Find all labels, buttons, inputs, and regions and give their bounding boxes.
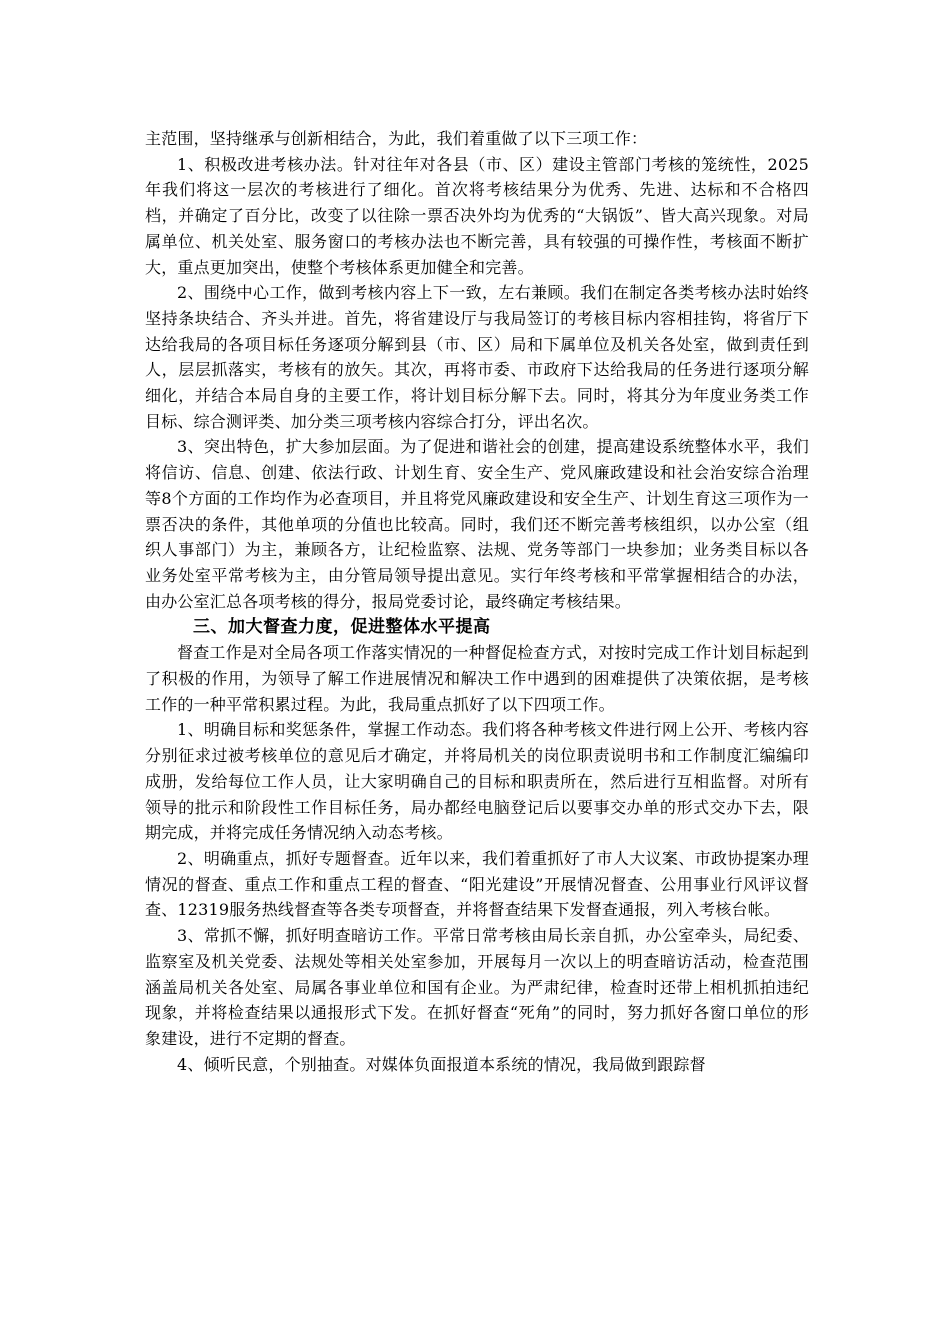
paragraph-item-2-central-work: 2、围绕中心工作，做到考核内容上下一致，左右兼顾。我们在制定各类考核办法时始终坚持条块结合、齐头并进。首先，将省建设厅与我局签订的考核目标内容相挂钩，将省厅下达给我局的各项目标任务逐项分解到县（市、区）局和下属单位及机关各处室，做到责任到人，层层抓落实，考核有的放矢。其次，再将市委、市政府下达给我局的任务进行逐项分解细化，并结合本局自身的主要工作，将计划目标分解下去。同时，将其分为年度业务类工作目标、综合测评类、加分类三项考核内容综合打分，评出名次。 [145, 283, 809, 431]
paragraph-supervision-item-3: 3、常抓不懈，抓好明查暗访工作。平常日常考核由局长亲自抓，办公室牵头，局纪委、监察室及机关党委、法规处等相关处室参加，开展每月一次以上的明查暗访活动，检查范围涵盖局机关各处室、局属各事业单位和国有企业。为严肃纪律，检查时还带上相机抓拍违纪现象，并将检查结果以通报形式下发。在抓好督查“死角”的同时，努力抓好各窗口单位的形象建设，进行不定期的督查。 [145, 926, 809, 1048]
paragraph-intro: 主范围，坚持继承与创新相结合，为此，我们着重做了以下三项工作： [145, 129, 648, 148]
paragraph-supervision-item-1: 1、明确目标和奖惩条件，掌握工作动态。我们将各种考核文件进行网上公开、考核内容分别征求过被考核单位的意见后才确定，并将局机关的岗位职责说明书和工作制度汇编编印成册，发给每位工作人员，让大家明确自己的目标和职责所在，然后进行互相监督。对所有领导的批示和阶段性工作目标任务，局办都经电脑登记后以要事交办单的形式交办下去，限期完成，并将完成任务情况纳入动态考核。 [145, 720, 809, 843]
paragraph-supervision-item-4: 4、倾听民意，个别抽查。对媒体负面报道本系统的情况，我局做到跟踪督 [177, 1054, 706, 1074]
paragraph-item-1-assessment-method: 1、积极改进考核办法。针对往年对各县（市、区）建设主管部门考核的笼统性，2025年我们将这一层次的考核进行了细化。首次将考核结果分为优秀、先进、达标和不合格四档，并确定了百分比，改变了以往除一票否决外均为优秀的“大锅饭”、皆大高兴现象。对局属单位、机关处室、服务窗口的考核办法也不断完善，具有较强的可操作性，考核面不断扩大，重点更加突出，使整个考核体系更加健全和完善。 [145, 154, 809, 277]
paragraph-supervision-intro: 督查工作是对全局各项工作落实情况的一种督促检查方式，对按时完成工作计划目标起到了积极的作用，为领导了解工作进展情况和解决工作中遇到的困难提供了决策依据，是考核工作的一种平常积累过程。为此，我局重点抓好了以下四项工作。 [145, 643, 809, 714]
paragraph-supervision-item-2: 2、明确重点，抓好专题督查。近年以来，我们着重抓好了市人大议案、市政协提案办理情况的督查、重点工作和重点工程的督查、“阳光建设”开展情况督查、公用事业行风评议督查、12319服务热线督查等各类专项督查，并将督查结果下发督查通报，列入考核台帐。 [145, 848, 809, 920]
section-heading-3: 三、加大督查力度，促进整体水平提高 [193, 617, 491, 638]
document-page [145, 126, 809, 1077]
paragraph-item-3-features: 3、突出特色，扩大参加层面。为了促进和谐社会的创建，提高建设系统整体水平，我们将信访、信息、创建、依法行政、计划生育、安全生产、党风廉政建设和社会治安综合治理等8个方面的工作均作为必查项目，并且将党风廉政建设和安全生产、计划生育这三项作为一票否决的条件，其他单项的分值也比较高。同时，我们还不断完善考核组织，以办公室（组织人事部门）为主，兼顾各方，让纪检监察、法规、党务等部门一块参加；业务类目标以各业务处室平常考核为主，由分管局领导提出意见。实行年终考核和平常掌握相结合的办法，由办公室汇总各项考核的得分，报局党委讨论，最终确定考核结果。 [145, 437, 809, 611]
